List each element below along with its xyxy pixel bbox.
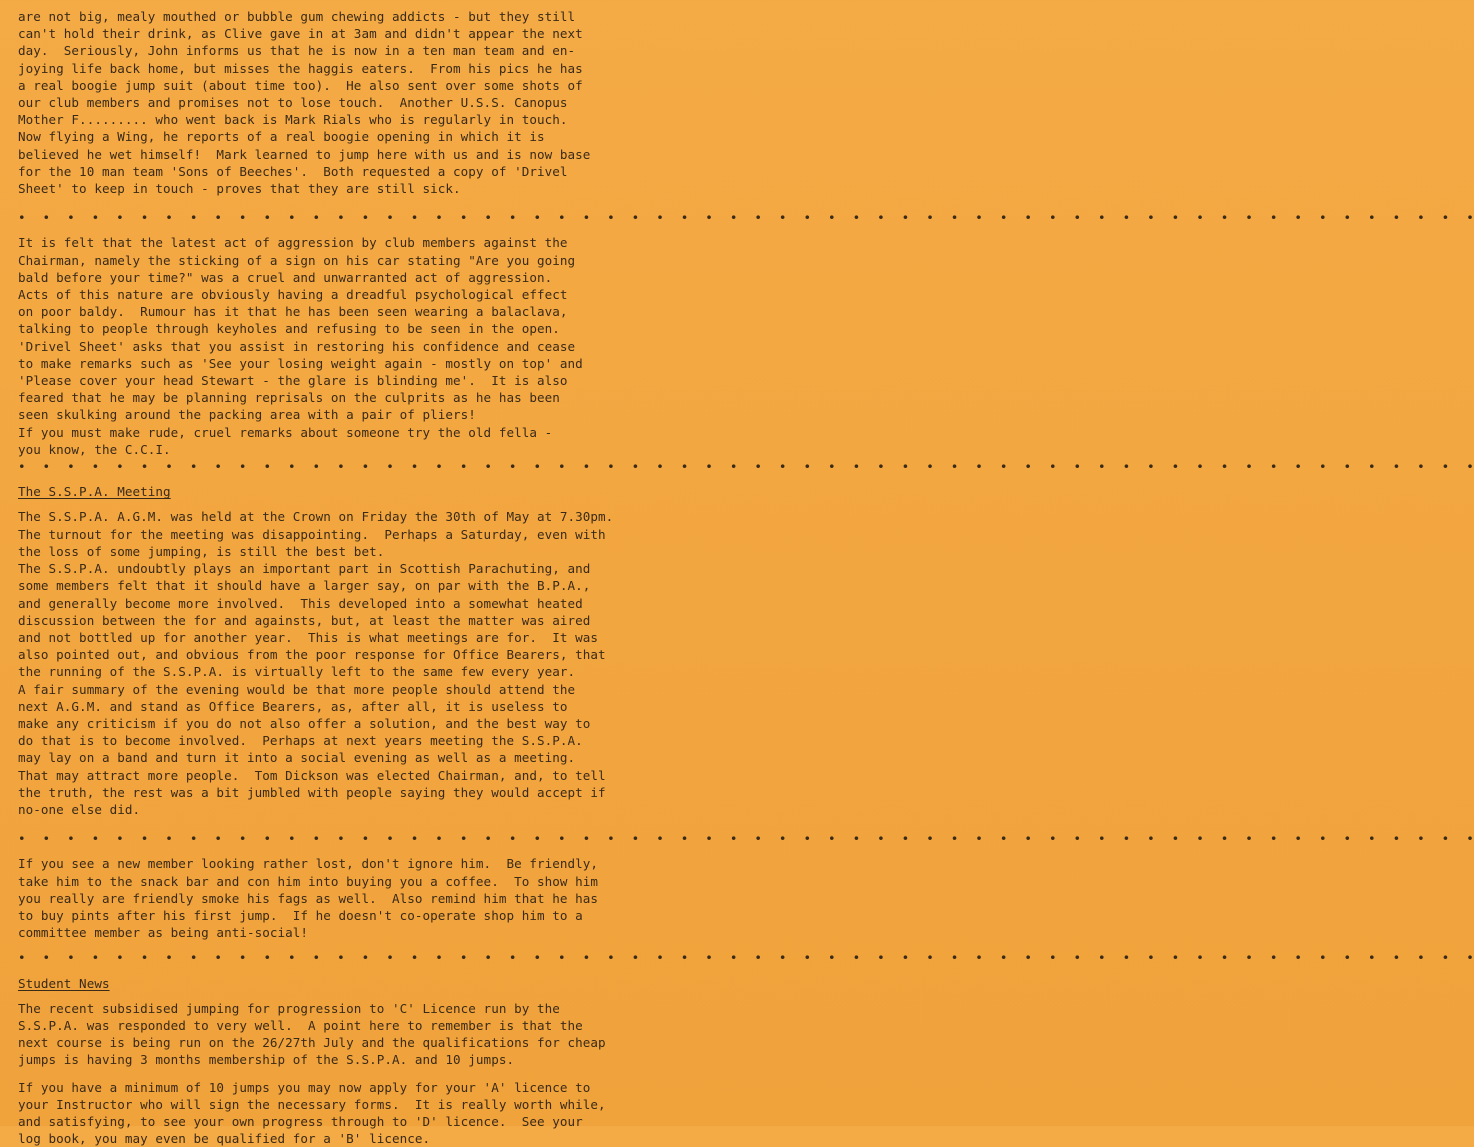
text-line: If you must make rude, cruel remarks about someone try the old fella - [18,424,553,440]
text-line: to make remarks such as 'See your losing weight again - mostly on top' and [18,355,583,371]
sspa-meeting-section [18,483,668,818]
text-line: the loss of some jumping, is still the best bet. [18,543,385,559]
text-line: you really are friendly smoke his fags as well. Also remind him that he has [18,890,599,906]
text-line: The S.S.P.A. undoubtly plays an important part in Scottish Parachuting, and [18,561,591,577]
text-line: our club members and promises not to lose touch. Another U.S.S. Canopus [18,95,568,111]
text-line: the truth, the rest was a bit jumbled with people saying they would accept if [18,784,606,800]
text-line: It is felt that the latest act of aggression by club members against the [18,235,568,251]
text-line: a real boogie jump suit (about time too). He also sent over some shots of [18,77,583,93]
section-heading: Student News [18,975,110,991]
text-line: committee member as being anti-social! [18,925,309,941]
text-line: and generally become more involved. This developed into a somewhat heated [18,595,583,611]
text-line: are not big, mealy mouthed or bubble gum chewing addicts - but they still [18,9,576,24]
text-line: If you see a new member looking rather lost, don't ignore him. Be friendly, [18,856,599,872]
text-line: bald before your time?" was a cruel and unwarranted act of aggression. [18,269,553,285]
text-line: The recent subsidised jumping for progression to 'C' Licence run by the [18,1000,560,1016]
text-line: next A.G.M. and stand as Office Bearers, as, after all, it is useless to [18,698,568,714]
text-line: make any criticism if you do not also offer a solution, and the best way to [18,715,591,731]
text-line: and not bottled up for another year. This is what meetings are for. It was [18,629,599,645]
chairman-paragraph [18,234,668,458]
text-line: 'Please cover your head Stewart - the glare is blinding me'. It is also [18,373,568,389]
text-line: also pointed out, and obvious from the poor response for Office Bearers, that [18,647,606,663]
text-line: joying life back home, but misses the haggis eaters. From his pics he has [18,60,583,76]
text-line: do that is to become involved. Perhaps at next years meeting the S.S.P.A. [18,733,583,749]
text-line: 'Drivel Sheet' asks that you assist in restoring his confidence and cease [18,338,576,354]
text-line: Acts of this nature are obviously having a dreadful psychological effect [18,287,568,303]
text-line: day. Seriously, John informs us that he is now in a ten man team and en- [18,43,576,59]
text-line: The turnout for the meeting was disappointing. Perhaps a Saturday, even with [18,526,606,542]
text-line: take him to the snack bar and con him into buying you a coffee. To show him [18,873,599,889]
student-news-section [18,975,668,1147]
text-line: on poor baldy. Rumour has it that he has been seen wearing a balaclava, [18,304,568,320]
text-line: believed he wet himself! Mark learned to jump here with us and is now base [18,146,591,162]
text-line: Sheet' to keep in touch - proves that they are still sick. [18,181,461,197]
text-line: A fair summary of the evening would be that more people should attend the [18,681,576,697]
dotted-divider: • • • • • • • • • • • • • • • • • • • • • • • • • • • • • • • • • • • • • • • • • • • • • • • • • • • • • • • • • • • • [18,210,1474,226]
text-line: and satisfying, to see your own progress through to 'D' licence. See your [18,1113,583,1129]
text-line: log book, you may even be qualified for a 'B' licence. [18,1131,431,1147]
text-line: you know, the C.C.I. [18,441,171,457]
dotted-divider: • • • • • • • • • • • • • • • • • • • • • • • • • • • • • • • • • • • • • • • • • • • • • • • • • • • • • • • • • • • • [18,950,1474,966]
text-line: discussion between the for and againsts, but, at least the matter was aired [18,612,591,628]
section-heading: The S.S.P.A. Meeting [18,484,171,500]
new-member-paragraph [18,855,668,941]
text-line: Chairman, namely the sticking of a sign on his car stating "Are you going [18,252,576,268]
club-members-paragraph [18,8,668,197]
text-line: seen skulking around the packing area with a pair of pliers! [18,407,476,423]
text-line: Mother F......... who went back is Mark Rials who is regularly in touch. [18,112,568,128]
text-line: no-one else did. [18,801,141,817]
dotted-divider: • • • • • • • • • • • • • • • • • • • • • • • • • • • • • • • • • • • • • • • • • • • • • • • • • • • • • • • • • • • • [18,459,1474,475]
text-line: The S.S.P.A. A.G.M. was held at the Crown on Friday the 30th of May at 7.30pm. [18,509,614,525]
text-line: may lay on a band and turn it into a social evening as well as a meeting. [18,750,576,766]
text-line: for the 10 man team 'Sons of Beeches'. Both requested a copy of 'Drivel [18,163,568,179]
text-line: the running of the S.S.P.A. is virtually left to the same few every year. [18,664,576,680]
text-line: some members felt that it should have a larger say, on par with the B.P.A., [18,578,591,594]
text-line: talking to people through keyholes and refusing to be seen in the open. [18,321,560,337]
text-line: jumps is having 3 months membership of the S.S.P.A. and 10 jumps. [18,1052,515,1068]
text-line: If you have a minimum of 10 jumps you may now apply for your 'A' licence to [18,1079,591,1095]
text-line: Now flying a Wing, he reports of a real boogie opening in which it is [18,129,545,145]
dotted-divider: • • • • • • • • • • • • • • • • • • • • • • • • • • • • • • • • • • • • • • • • • • • • • • • • • • • • • • • • • • • • [18,831,1474,847]
text-line: next course is being run on the 26/27th July and the qualifications for cheap [18,1035,606,1051]
text-line: feared that he may be planning reprisals on the culprits as he has been [18,390,560,406]
text-line: to buy pints after his first jump. If he doesn't co-operate shop him to a [18,907,583,923]
text-line: your Instructor who will sign the necessary forms. It is really worth while, [18,1096,606,1112]
text-line: S.S.P.A. was responded to very well. A point here to remember is that the [18,1017,583,1033]
text-line: That may attract more people. Tom Dickson was elected Chairman, and, to tell [18,767,606,783]
text-line: can't hold their drink, as Clive gave in at 3am and didn't appear the next [18,26,583,42]
